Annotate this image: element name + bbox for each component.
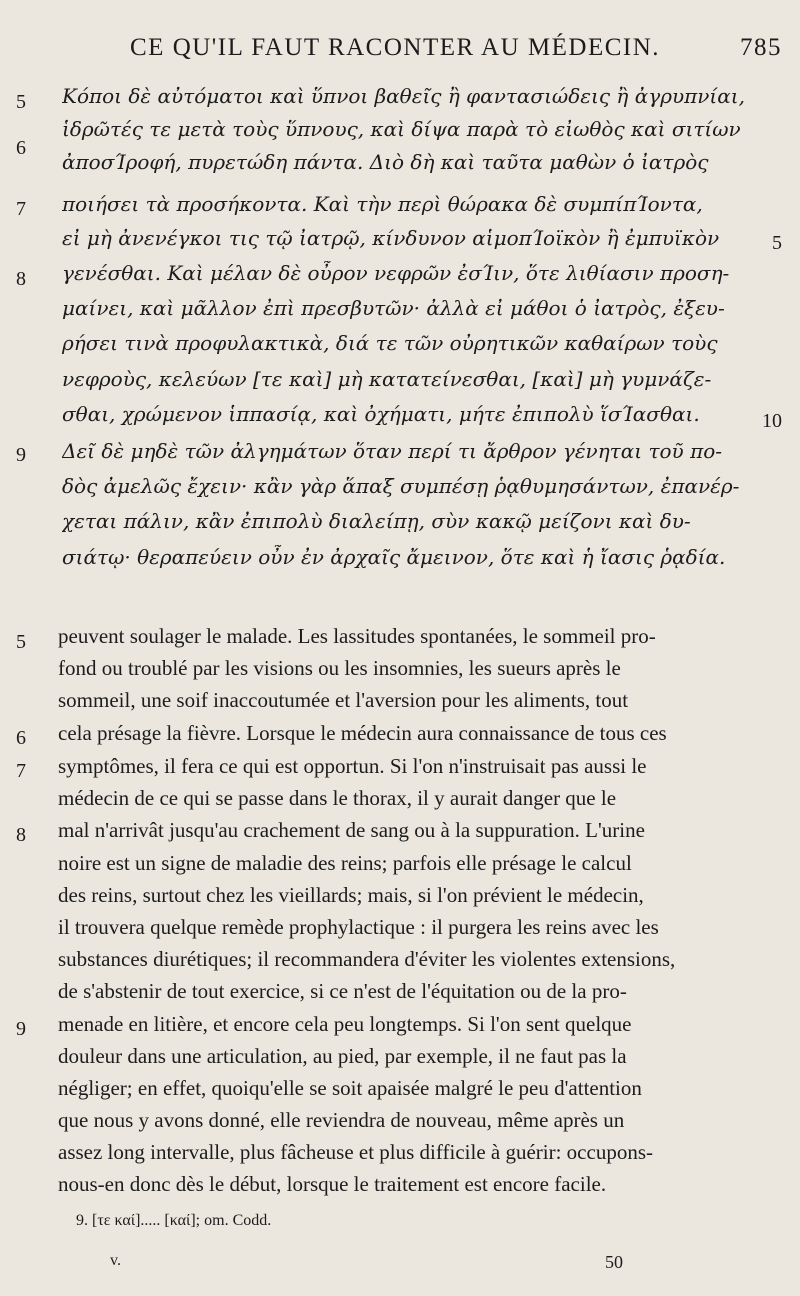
greek-line: Δεῖ δὲ μηδὲ τῶν ἀλγημάτων ὅταν περί τι ἄρθρον γένηται τοῦ πο-	[62, 439, 723, 463]
french-line: nous-en donc dès le début, lorsque le traitement est encore facile.	[58, 1172, 607, 1196]
french-line: il trouvera quelque remède prophylactique : il purgera les reins avec les	[58, 915, 659, 939]
french-line: médecin de ce qui se passe dans le thorax, il y aurait danger que le	[58, 786, 617, 810]
greek-section-number: 5	[16, 91, 26, 113]
french-line: sommeil, une soif inaccoutumée et l'aversion pour les aliments, tout	[58, 688, 629, 712]
greek-line: σθαι, χρώμενον ἱππασίᾳ, καὶ ὀχήματι, μήτε ἐπιπολὺ ἵσΊασθαι.	[62, 402, 700, 426]
french-section-number: 7	[16, 760, 26, 782]
french-line: noire est un signe de maladie des reins; parfois elle présage le calcul	[58, 851, 632, 875]
french-line: peuvent soulager le malade. Les lassitudes spontanées, le sommeil pro-	[58, 624, 656, 648]
french-line: assez long intervalle, plus fâcheuse et plus difficile à guérir: occupons-	[58, 1140, 653, 1164]
french-line: menade en litière, et encore cela peu longtemps. Si l'on sent quelque	[58, 1012, 632, 1036]
folio: 50	[605, 1252, 623, 1272]
greek-line: νεφροὺς, κελεύων [τε καὶ] μὴ κατατείνεσθαι, [καὶ] μὴ γυμνάζε-	[62, 367, 712, 391]
greek-section-number: 8	[16, 268, 26, 290]
greek-line-number: 5	[772, 232, 782, 254]
greek-section-number: 7	[16, 198, 26, 220]
greek-line: ρήσει τινὰ προφυλακτικὰ, διά τε τῶν οὐρητικῶν καθαίρων τοὺς	[62, 331, 718, 355]
greek-line: γενέσθαι. Καὶ μέλαν δὲ οὖρον νεφρῶν ἐσΊιν, ὅτε λιθίασιν προση-	[62, 261, 730, 285]
french-line: que nous y avons donné, elle reviendra de nouveau, même après un	[58, 1108, 625, 1132]
french-line: négliger; en effet, quoiqu'elle se soit apaisée malgré le peu d'attention	[58, 1076, 642, 1100]
greek-line: Κόποι δὲ αὐτόματοι καὶ ὕπνοι βαθεῖς ἢ φαντασιώδεις ἢ ἀγρυπνίαι,	[62, 84, 745, 108]
greek-section-number: 9	[16, 444, 26, 466]
french-line: des reins, surtout chez les vieillards; mais, si l'on prévient le médecin,	[58, 883, 644, 907]
french-line: fond ou troublé par les visions ou les insomnies, les sueurs après le	[58, 656, 621, 680]
greek-line: ἱδρῶτές τε μετὰ τοὺς ὕπνους, καὶ δίψα παρὰ τὸ εἰωθὸς καὶ σιτίων	[62, 117, 741, 141]
running-head	[130, 34, 782, 62]
greek-line: μαίνει, καὶ μᾶλλον ἐπὶ πρεσβυτῶν· ἀλλὰ εἰ μάθοι ὁ ἰατρὸς, ἐξευ-	[62, 296, 725, 320]
greek-line: χεται πάλιν, κἂν ἐπιπολὺ διαλείπῃ, σὺν κακῷ μείζονι καὶ δυ-	[62, 509, 691, 533]
page-number: 785	[740, 34, 782, 61]
french-section-number: 9	[16, 1018, 26, 1040]
greek-line: εἰ μὴ ἀνενέγκοι τις τῷ ἰατρῷ, κίνδυνον αἱμοπΊοϊκὸν ἢ ἐμπυϊκὸν	[62, 226, 720, 250]
french-section-number: 5	[16, 631, 26, 653]
greek-section-number: 6	[16, 137, 26, 159]
running-title: CE QU'IL FAUT RACONTER AU MÉDECIN.	[130, 34, 661, 61]
signature-mark: v.	[110, 1252, 121, 1269]
french-line: douleur dans une articulation, au pied, par exemple, il ne faut pas la	[58, 1044, 627, 1068]
greek-line-number: 10	[762, 410, 782, 432]
footnote: 9. [τε καί]..... [καί]; om. Codd.	[76, 1212, 272, 1229]
greek-line: δὸς ἀμελῶς ἔχειν· κἂν γὰρ ἅπαξ συμπέσῃ ῥᾳθυμησάντων, ἐπανέρ-	[62, 474, 740, 498]
french-section-number: 6	[16, 727, 26, 749]
greek-line: σιάτῳ· θεραπεύειν οὖν ἐν ἀρχαῖς ἄμεινον, ὅτε καὶ ἡ ἴασις ῥᾳδία.	[62, 545, 726, 569]
french-line: mal n'arrivât jusqu'au crachement de sang ou à la suppuration. L'urine	[58, 818, 645, 842]
greek-line: ποιήσει τὰ προσήκοντα. Καὶ τὴν περὶ θώρακα δὲ συμπίπΊοντα,	[62, 192, 703, 216]
french-line: symptômes, il fera ce qui est opportun. Si l'on n'instruisait pas aussi le	[58, 754, 647, 778]
french-line: cela présage la fièvre. Lorsque le médecin aura connaissance de tous ces	[58, 721, 667, 745]
greek-line: ἀποσΊροφή, πυρετώδη πάντα. Διὸ δὴ καὶ ταῦτα μαθὼν ὁ ἰατρὸς	[62, 150, 709, 174]
french-line: de s'abstenir de tout exercice, si ce n'est de l'équitation ou de la pro-	[58, 979, 627, 1003]
french-line: substances diurétiques; il recommandera d'éviter les violentes extensions,	[58, 947, 676, 971]
french-section-number: 8	[16, 824, 26, 846]
